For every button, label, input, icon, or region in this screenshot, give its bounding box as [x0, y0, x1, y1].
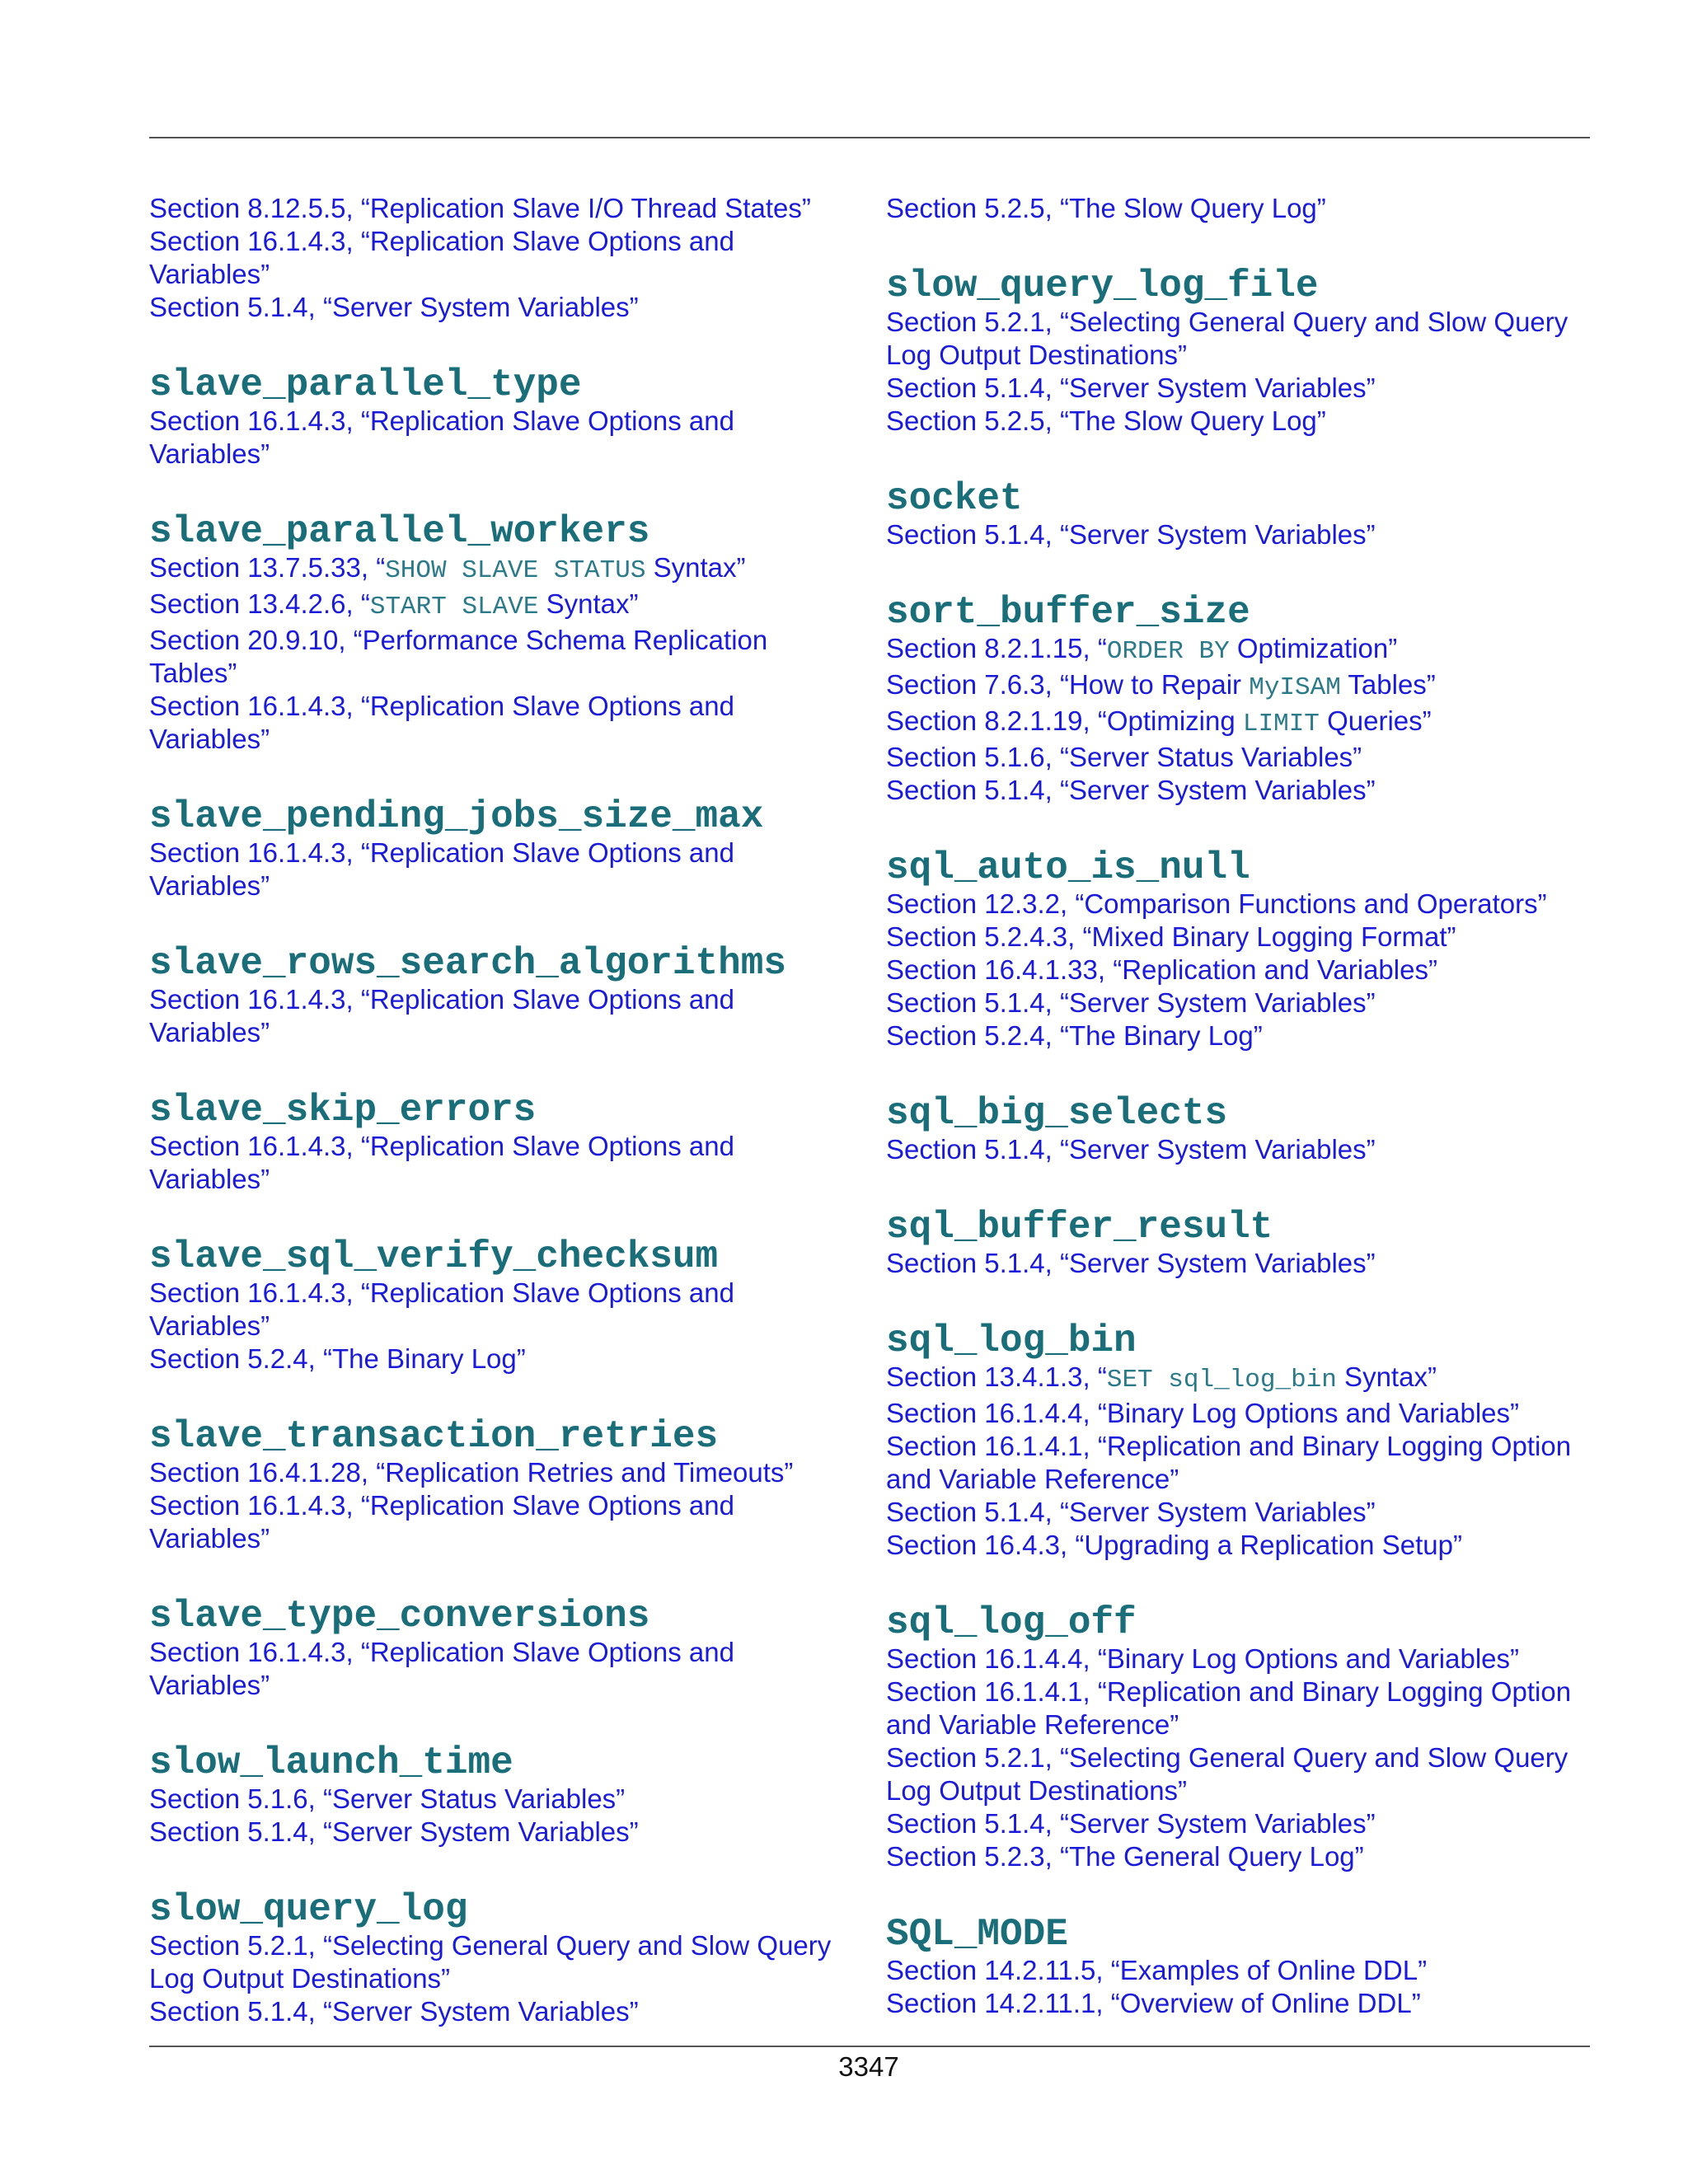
section-link[interactable] — [149, 1456, 842, 1489]
index-entry — [886, 845, 1578, 1052]
section-link[interactable] — [886, 306, 1578, 339]
link-text: Section 20.9.10, “Performance Schema Replication — [149, 625, 768, 655]
link-text: Variables” — [149, 724, 270, 754]
index-term: sql_big_selects — [886, 1092, 1228, 1135]
link-text: Section 13.7.5.33, “ — [149, 552, 386, 583]
link-text: Section 5.2.1, “Selecting General Query and Slow Query — [149, 1930, 832, 1961]
section-link[interactable] — [886, 1675, 1578, 1708]
link-text: Variables” — [149, 1017, 270, 1047]
link-text: Section 5.2.4, “The Binary Log” — [886, 1020, 1263, 1051]
index-entry — [886, 476, 1578, 551]
index-entry — [886, 1911, 1578, 2020]
link-text: Section 5.1.4, “Server System Variables” — [886, 1134, 1376, 1165]
index-column-right — [886, 192, 1578, 2058]
link-text: Section 5.1.6, “Server Status Variables” — [886, 742, 1362, 772]
index-term: slow_launch_time — [149, 1741, 513, 1784]
header-rule — [149, 137, 1590, 138]
section-link[interactable] — [149, 1130, 842, 1163]
section-link[interactable] — [886, 1774, 1578, 1807]
link-text: Section 16.1.4.3, “Replication Slave Options and — [149, 1277, 734, 1308]
link-text: Section 16.1.4.3, “Replication Slave Options and — [149, 405, 734, 436]
index-term: slow_query_log — [149, 1888, 468, 1931]
index-entry — [149, 192, 842, 324]
section-link[interactable] — [149, 1310, 842, 1343]
index-term: slave_type_conversions — [149, 1595, 650, 1638]
index-term: SQL_MODE — [886, 1913, 1068, 1956]
link-text: Section 16.1.4.1, “Replication and Binary Logging Option — [886, 1676, 1572, 1707]
section-link[interactable] — [149, 405, 842, 438]
section-link[interactable] — [886, 1133, 1578, 1166]
link-text: Variables” — [149, 438, 270, 469]
link-text: Log Output Destinations” — [886, 1775, 1188, 1806]
index-term: sql_log_off — [886, 1601, 1137, 1644]
index-entry — [149, 1593, 842, 1702]
section-link[interactable] — [149, 1277, 842, 1310]
link-text: Section 16.1.4.3, “Replication Slave Options and — [149, 1637, 734, 1667]
section-link[interactable] — [149, 258, 842, 291]
section-link[interactable] — [886, 1987, 1578, 2020]
section-link[interactable] — [149, 1522, 842, 1555]
link-text: Section 5.1.4, “Server System Variables” — [149, 1816, 639, 1847]
link-text: Variables” — [149, 1310, 270, 1341]
index-term: sql_log_bin — [886, 1319, 1137, 1362]
section-link[interactable] — [149, 1783, 842, 1816]
link-text: Section 13.4.1.3, “ — [886, 1361, 1107, 1392]
link-text: Variables” — [149, 870, 270, 901]
section-link[interactable] — [886, 192, 1578, 225]
index-term: slave_transaction_retries — [149, 1415, 719, 1458]
link-text: Section 16.1.4.3, “Replication Slave Options and — [149, 691, 734, 721]
index-entry — [886, 1204, 1578, 1280]
section-link[interactable] — [886, 888, 1578, 921]
link-text: Section 5.2.4, “The Binary Log” — [149, 1343, 526, 1374]
section-link[interactable] — [886, 1430, 1578, 1463]
section-link[interactable] — [886, 1463, 1578, 1496]
section-link[interactable] — [149, 1016, 842, 1049]
section-link[interactable] — [886, 921, 1578, 954]
section-link[interactable] — [886, 668, 1578, 705]
index-entry — [886, 1600, 1578, 1873]
footer-rule — [149, 2046, 1590, 2047]
link-text: Variables” — [149, 259, 270, 289]
section-link[interactable] — [886, 518, 1578, 551]
section-link[interactable] — [149, 1669, 842, 1702]
link-text: Section 5.1.4, “Server System Variables” — [886, 373, 1376, 403]
link-text: Section 5.2.4.3, “Mixed Binary Logging Format” — [886, 921, 1456, 952]
section-link[interactable] — [149, 291, 842, 324]
index-term: slave_sql_verify_checksum — [149, 1235, 719, 1278]
code-literal: LIMIT — [1242, 710, 1320, 738]
section-link[interactable] — [886, 1807, 1578, 1840]
section-link[interactable] — [886, 1840, 1578, 1873]
link-text: Section 8.2.1.19, “Optimizing — [886, 705, 1243, 736]
index-entry — [149, 1234, 842, 1376]
index-column-left — [149, 192, 842, 2066]
link-text: Section 16.4.1.28, “Replication Retries and Timeouts” — [149, 1457, 794, 1488]
index-term: slave_skip_errors — [149, 1089, 537, 1132]
section-link[interactable] — [149, 1636, 842, 1669]
section-link[interactable] — [886, 1708, 1578, 1741]
link-text: Variables” — [149, 1670, 270, 1700]
link-text: Section 5.1.6, “Server Status Variables” — [149, 1783, 626, 1814]
index-entry — [149, 794, 842, 902]
link-text: Section 16.4.3, “Upgrading a Replication Setup” — [886, 1530, 1462, 1560]
index-term: slow_query_log_file — [886, 265, 1319, 307]
section-link[interactable] — [149, 1995, 842, 2028]
link-text: Syntax” — [1336, 1361, 1437, 1392]
link-text: Section 8.2.1.15, “ — [886, 633, 1107, 663]
link-text: and Variable Reference” — [886, 1464, 1179, 1494]
section-link[interactable] — [149, 1816, 842, 1849]
link-text: Section 16.1.4.3, “Replication Slave Options and — [149, 1490, 734, 1521]
section-link[interactable] — [149, 723, 842, 756]
index-term: socket — [886, 477, 1023, 520]
section-link[interactable] — [149, 624, 842, 657]
code-literal: ORDER BY — [1106, 637, 1230, 666]
link-text: Section 5.1.4, “Server System Variables” — [886, 987, 1376, 1018]
code-literal: MyISAM — [1249, 673, 1341, 702]
link-text: Syntax” — [645, 552, 746, 583]
link-text: Section 5.2.1, “Selecting General Query and Slow Query — [886, 307, 1568, 337]
link-text: Section 5.1.4, “Server System Variables” — [886, 1248, 1376, 1278]
section-link[interactable] — [149, 869, 842, 902]
link-text: Section 16.1.4.4, “Binary Log Options and Variables” — [886, 1398, 1520, 1428]
section-link[interactable] — [886, 1643, 1578, 1675]
link-text: Section 13.4.2.6, “ — [149, 588, 370, 619]
index-entry — [886, 192, 1578, 225]
page-number: 3347 — [838, 2051, 899, 2082]
index-term: sql_buffer_result — [886, 1206, 1273, 1249]
link-text: Tables” — [149, 658, 237, 688]
link-text: Section 12.3.2, “Comparison Functions and Operators” — [886, 888, 1547, 919]
link-text: Section 14.2.11.1, “Overview of Online DDL” — [886, 1988, 1421, 2018]
code-literal: SHOW SLAVE STATUS — [385, 556, 646, 585]
section-link[interactable] — [886, 632, 1578, 668]
index-term: slave_parallel_workers — [149, 510, 650, 553]
link-text: Log Output Destinations” — [149, 1963, 451, 1994]
link-text: Section 16.1.4.1, “Replication and Binary Logging Option — [886, 1431, 1572, 1461]
code-literal: START SLAVE — [369, 593, 539, 621]
link-text: Variables” — [149, 1523, 270, 1554]
section-link[interactable] — [886, 954, 1578, 987]
section-link[interactable] — [886, 741, 1578, 774]
index-term: slave_rows_search_algorithms — [149, 942, 786, 985]
index-term: slave_parallel_type — [149, 363, 582, 406]
link-text: Section 5.1.4, “Server System Variables” — [886, 1497, 1376, 1527]
index-entry — [149, 1886, 842, 2028]
index-entry — [149, 1740, 842, 1849]
link-text: Section 5.1.4, “Server System Variables” — [149, 1996, 639, 2027]
index-entry — [886, 1090, 1578, 1166]
section-link[interactable] — [149, 225, 842, 258]
section-link[interactable] — [886, 1397, 1578, 1430]
section-link[interactable] — [149, 1163, 842, 1196]
code-literal: SET sql_log_bin — [1106, 1366, 1337, 1394]
section-link[interactable] — [886, 1529, 1578, 1562]
section-link[interactable] — [149, 1929, 842, 1962]
link-text: Section 16.1.4.4, “Binary Log Options and Variables” — [886, 1643, 1520, 1674]
section-link[interactable] — [886, 774, 1578, 807]
section-link[interactable] — [886, 372, 1578, 405]
index-term: slave_pending_jobs_size_max — [149, 795, 764, 838]
link-text: Section 16.1.4.3, “Replication Slave Options and — [149, 837, 734, 868]
link-text: Section 14.2.11.5, “Examples of Online DDL” — [886, 1955, 1428, 1985]
section-link[interactable] — [149, 1962, 842, 1995]
link-text: Section 16.4.1.33, “Replication and Variables” — [886, 954, 1437, 985]
section-link[interactable] — [886, 1496, 1578, 1529]
index-entry — [149, 940, 842, 1049]
link-text: Variables” — [149, 1164, 270, 1194]
section-link[interactable] — [886, 339, 1578, 372]
link-text: Section 5.2.1, “Selecting General Query and Slow Query — [886, 1742, 1568, 1773]
section-link[interactable] — [886, 1741, 1578, 1774]
section-link[interactable] — [149, 657, 842, 690]
link-text: Section 5.2.5, “The Slow Query Log” — [886, 405, 1326, 436]
link-text: Section 5.2.5, “The Slow Query Log” — [886, 193, 1326, 223]
index-entry — [886, 263, 1578, 438]
index-term: sort_buffer_size — [886, 591, 1250, 634]
section-link[interactable] — [149, 1489, 842, 1522]
link-text: Syntax” — [538, 588, 639, 619]
index-entry — [886, 589, 1578, 807]
section-link[interactable] — [149, 983, 842, 1016]
link-text: Section 8.12.5.5, “Replication Slave I/O Thread States” — [149, 193, 811, 223]
link-text: Optimization” — [1229, 633, 1398, 663]
link-text: Log Output Destinations” — [886, 340, 1188, 370]
section-link[interactable] — [886, 1247, 1578, 1280]
index-entry — [149, 509, 842, 756]
index-entry — [149, 362, 842, 471]
link-text: Section 5.2.3, “The General Query Log” — [886, 1841, 1364, 1872]
index-entry — [149, 1413, 842, 1555]
index-entry — [149, 1087, 842, 1196]
link-text: Queries” — [1319, 705, 1432, 736]
section-link[interactable] — [886, 405, 1578, 438]
section-link[interactable] — [886, 1361, 1578, 1397]
link-text: Section 16.1.4.3, “Replication Slave Options and — [149, 984, 734, 1015]
index-entry — [886, 1318, 1578, 1562]
link-text: Section 16.1.4.3, “Replication Slave Options and — [149, 226, 734, 256]
link-text: and Variable Reference” — [886, 1709, 1179, 1740]
link-text: Section 5.1.4, “Server System Variables” — [886, 519, 1376, 550]
link-text: Tables” — [1340, 669, 1436, 700]
section-link[interactable] — [149, 551, 842, 588]
section-link[interactable] — [149, 837, 842, 869]
link-text: Section 5.1.4, “Server System Variables” — [149, 292, 639, 322]
link-text: Section 5.1.4, “Server System Variables” — [886, 1808, 1376, 1839]
section-link[interactable] — [149, 438, 842, 471]
section-link[interactable] — [886, 1954, 1578, 1987]
link-text: Section 7.6.3, “How to Repair — [886, 669, 1250, 700]
section-link[interactable] — [149, 1343, 842, 1376]
link-text: Section 5.1.4, “Server System Variables” — [886, 775, 1376, 805]
section-link[interactable] — [886, 1019, 1578, 1052]
section-link[interactable] — [149, 192, 842, 225]
section-link[interactable] — [886, 987, 1578, 1019]
section-link[interactable] — [149, 690, 842, 723]
link-text: Section 16.1.4.3, “Replication Slave Options and — [149, 1131, 734, 1161]
section-link[interactable] — [149, 588, 842, 624]
section-link[interactable] — [886, 705, 1578, 741]
index-term: sql_auto_is_null — [886, 846, 1250, 889]
